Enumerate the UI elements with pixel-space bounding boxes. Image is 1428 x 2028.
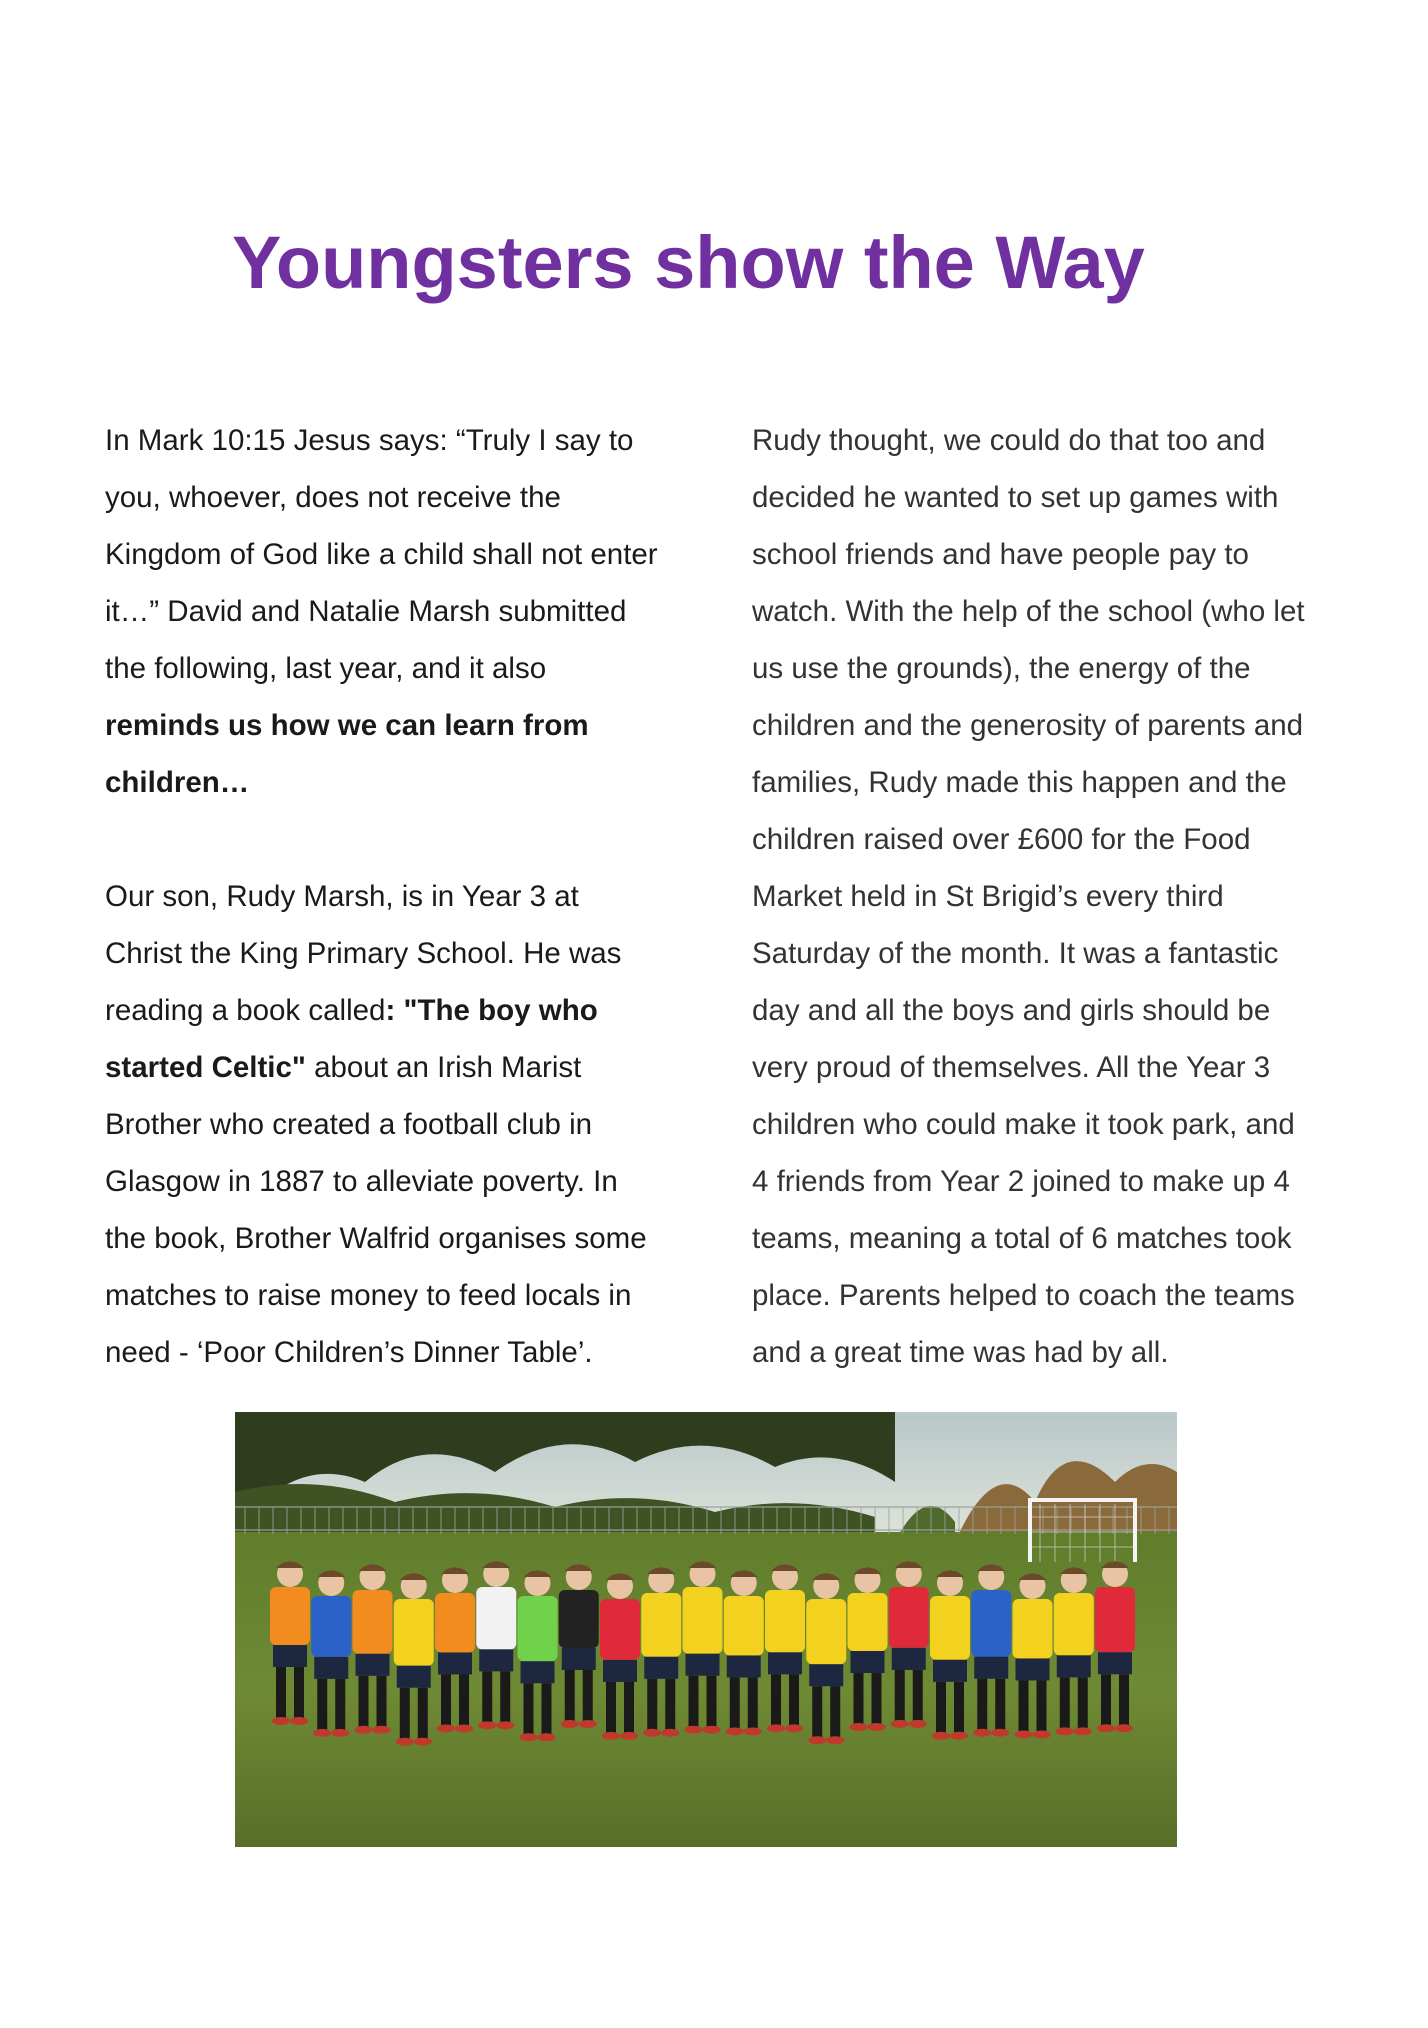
text-line: Rudy thought, we could do that too and — [752, 424, 1266, 457]
text-line — [105, 1267, 715, 1324]
text-line — [105, 754, 715, 811]
text-line: school friends and have people pay to — [752, 538, 1249, 571]
text-line — [105, 1039, 715, 1096]
text-line: decided he wanted to set up games with — [752, 481, 1279, 514]
text-line: and a great time was had by all. — [752, 1336, 1169, 1369]
text-line — [105, 640, 715, 697]
text-line — [105, 1096, 715, 1153]
text-line: teams, meaning a total of 6 matches took — [752, 1222, 1292, 1255]
right-column — [752, 412, 1372, 1381]
text-segment: matches to raise money to feed locals in — [105, 1279, 632, 1312]
text-line: 4 friends from Year 2 joined to make up 4 — [752, 1165, 1290, 1198]
bold-text: : "The boy who — [385, 994, 598, 1027]
text-line: children raised over £600 for the Food — [752, 823, 1251, 856]
team-photo — [235, 1412, 1177, 1847]
text-line — [105, 412, 715, 469]
text-line: Market held in St Brigid’s every third — [752, 880, 1224, 913]
text-line: Saturday of the month. It was a fantastic — [752, 937, 1279, 970]
text-segment: you, whoever, does not receive the — [105, 481, 561, 514]
text-line: children who could make it took park, and — [752, 1108, 1295, 1141]
text-line — [105, 1210, 715, 1267]
text-segment: Our son, Rudy Marsh, is in Year 3 at — [105, 880, 579, 913]
text-segment: Glasgow in 1887 to alleviate poverty. In — [105, 1165, 618, 1198]
text-line — [105, 925, 715, 982]
text-segment: the following, last year, and it also — [105, 652, 547, 685]
text-segment: about an Irish Marist — [305, 1051, 582, 1084]
text-line — [105, 1324, 715, 1381]
text-line: watch. With the help of the school (who let — [752, 595, 1305, 628]
paragraph-gap — [105, 811, 715, 868]
page-title: Youngsters show the Way — [232, 221, 1145, 304]
text-segment: need - ‘Poor Children’s Dinner Table’. — [105, 1336, 593, 1369]
text-segment: Christ the King Primary School. He was — [105, 937, 622, 970]
text-segment: Brother who created a football club in — [105, 1108, 593, 1141]
text-segment: reading a book called — [105, 994, 386, 1027]
bold-text: started Celtic" — [105, 1051, 306, 1084]
football-team-photo — [235, 1412, 1177, 1847]
text-line: families, Rudy made this happen and the — [752, 766, 1287, 799]
text-line: us use the grounds), the energy of the — [752, 652, 1251, 685]
text-segment: it…” David and Natalie Marsh submitted — [105, 595, 627, 628]
left-column — [105, 412, 715, 1381]
text-segment: the book, Brother Walfrid organises some — [105, 1222, 647, 1255]
text-line — [105, 1153, 715, 1210]
bold-text: children… — [105, 766, 250, 799]
story-paragraph — [105, 868, 715, 1381]
text-line: place. Parents helped to coach the teams — [752, 1279, 1295, 1312]
text-line — [105, 583, 715, 640]
text-line — [105, 868, 715, 925]
text-line — [105, 697, 715, 754]
intro-paragraph — [105, 412, 715, 811]
text-line: children and the generosity of parents and — [752, 709, 1304, 742]
bold-text: reminds us how we can learn from — [105, 709, 589, 742]
text-segment: In Mark 10:15 Jesus says: “Truly I say to — [105, 424, 634, 457]
text-line: day and all the boys and girls should be — [752, 994, 1271, 1027]
text-line — [105, 469, 715, 526]
text-line — [105, 526, 715, 583]
text-segment: Kingdom of God like a child shall not enter — [105, 538, 658, 571]
text-line: very proud of themselves. All the Year 3 — [752, 1051, 1271, 1084]
text-line — [105, 982, 715, 1039]
